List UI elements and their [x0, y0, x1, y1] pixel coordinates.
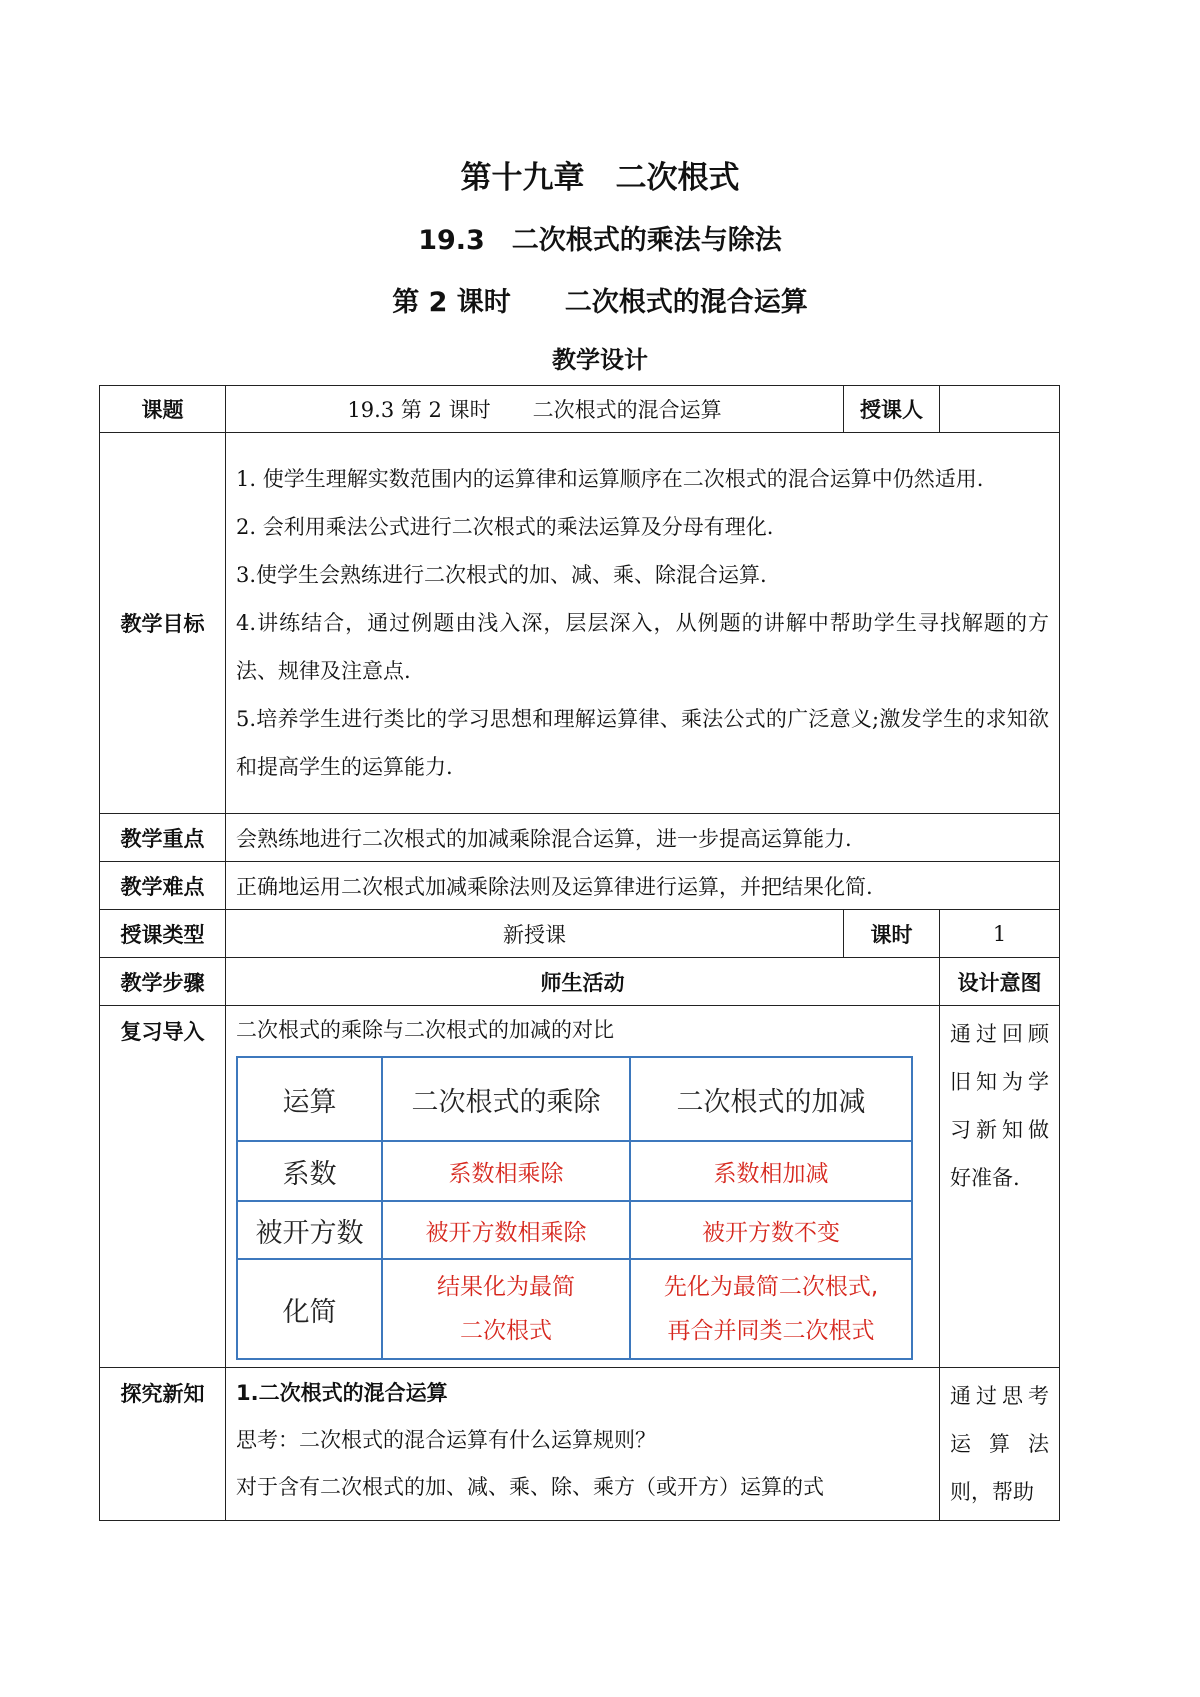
comparison-cell: 系数相加减: [630, 1141, 912, 1201]
explore-question: 思考：二次根式的混合运算有什么运算规则？: [236, 1428, 656, 1452]
topic-row: [100, 386, 1060, 433]
goal-item: 3.使学生会熟练进行二次根式的加、减、乘、除混合运算.: [236, 563, 767, 587]
type-label: 授课类型: [100, 910, 226, 958]
goals-cell: [226, 433, 1060, 814]
design-title: 教学设计: [552, 346, 648, 374]
goals-row: [100, 433, 1060, 814]
comparison-cell: 被开方数相乘除: [382, 1201, 630, 1259]
teacher-label: 授课人: [844, 386, 940, 433]
hours-label: 课时: [844, 910, 940, 958]
comparison-row-label: 被开方数: [237, 1201, 382, 1259]
review-intro: 二次根式的乘除与二次根式的加减的对比: [236, 1018, 614, 1042]
hours-value: 1: [940, 910, 1060, 958]
comparison-cell: 系数相乘除: [382, 1141, 630, 1201]
lesson-title: 第 2 课时 二次根式的混合运算: [392, 287, 808, 318]
review-intent: 通过回顾旧知为学习新知做好准备.: [940, 1006, 1060, 1368]
review-row: [100, 1006, 1060, 1368]
steps-label: 教学步骤: [100, 958, 226, 1006]
comparison-cell: [630, 1259, 912, 1359]
key-label: 教学重点: [100, 814, 226, 862]
comparison-header: 运算: [237, 1057, 382, 1141]
explore-row: [100, 1368, 1060, 1521]
difficulty-row: [100, 862, 1060, 910]
comparison-row: [237, 1141, 912, 1201]
explore-label: 探究新知: [100, 1368, 226, 1521]
explore-heading: 1.二次根式的混合运算: [236, 1381, 448, 1405]
chapter-title: 第十九章 二次根式: [460, 160, 740, 196]
intent-label: 设计意图: [940, 958, 1060, 1006]
comparison-header: 二次根式的加减: [630, 1057, 912, 1141]
activity-label: 师生活动: [226, 958, 940, 1006]
comparison-header: 二次根式的乘除: [382, 1057, 630, 1141]
comparison-cell: 被开方数不变: [630, 1201, 912, 1259]
section-title: 19.3 二次根式的乘法与除法: [418, 225, 782, 256]
difficulty-label: 教学难点: [100, 862, 226, 910]
difficulty-value: 正确地运用二次根式加减乘除法则及运算律进行运算，并把结果化简.: [226, 862, 1060, 910]
type-value: 新授课: [226, 910, 844, 958]
teacher-value: [940, 386, 1060, 433]
comparison-header-row: [237, 1057, 912, 1141]
comparison-cell: [382, 1259, 630, 1359]
goals-label: 教学目标: [100, 433, 226, 814]
comparison-cell-line: 再合并同类二次根式: [667, 1318, 875, 1344]
explore-text: 对于含有二次根式的加、减、乘、除、乘方（或开方）运算的式: [236, 1475, 824, 1499]
comparison-cell-line: 二次根式: [460, 1318, 552, 1344]
topic-value: 19.3 第 2 课时 二次根式的混合运算: [226, 386, 844, 433]
key-value: 会熟练地进行二次根式的加减乘除混合运算，进一步提高运算能力.: [226, 814, 1060, 862]
lesson-plan-table: [99, 385, 1060, 1521]
key-row: [100, 814, 1060, 862]
explore-cell: [226, 1368, 940, 1521]
type-row: [100, 910, 1060, 958]
goal-item: 5.培养学生进行类比的学习思想和理解运算律、乘法公式的广泛意义;激发学生的求知欲和提高学生的运算能力.: [236, 707, 1049, 779]
comparison-row: [237, 1259, 912, 1359]
explore-intent: 通过思考运算法则，帮助: [940, 1368, 1060, 1521]
comparison-row-label: 系数: [237, 1141, 382, 1201]
comparison-cell-line: 先化为最简二次根式,: [663, 1274, 879, 1300]
goal-item: 1. 使学生理解实数范围内的运算律和运算顺序在二次根式的混合运算中仍然适用.: [236, 467, 984, 491]
comparison-row: [237, 1201, 912, 1259]
review-cell: [226, 1006, 940, 1368]
goal-item: 2. 会利用乘法公式进行二次根式的乘法运算及分母有理化.: [236, 515, 774, 539]
topic-label: 课题: [100, 386, 226, 433]
comparison-cell-line: 结果化为最简: [437, 1274, 575, 1300]
steps-header-row: [100, 958, 1060, 1006]
goal-item: 4.讲练结合，通过例题由浅入深，层层深入，从例题的讲解中帮助学生寻找解题的方法、规律及注意点.: [236, 611, 1049, 683]
review-label: 复习导入: [100, 1006, 226, 1368]
comparison-row-label: 化简: [237, 1259, 382, 1359]
comparison-table: [236, 1056, 913, 1360]
